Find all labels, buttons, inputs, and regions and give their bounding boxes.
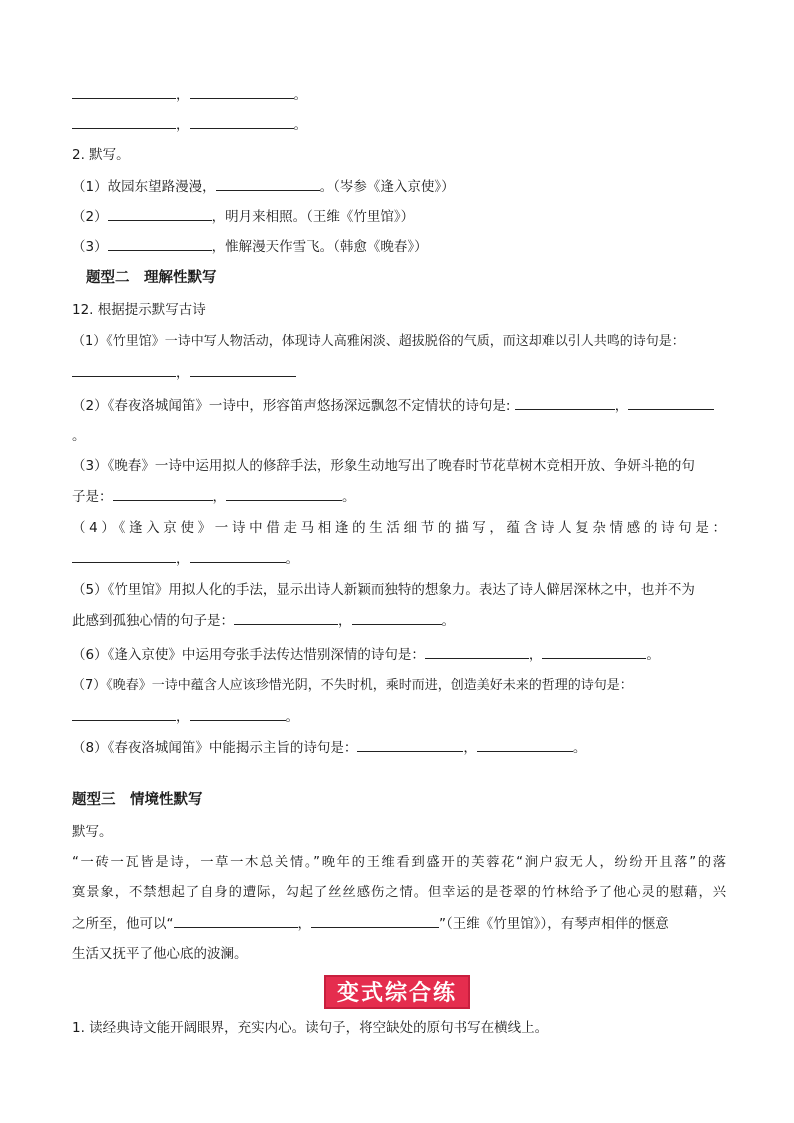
q12-item-4-prompt: （4）《逢入京使》一诗中借走马相逢的生活细节的描写，蕴含诗人复杂情感的诗句是： [72,520,726,536]
q12-item-5-answer: 此感到孤独心情的句子是： ， 。 [72,610,726,631]
blank[interactable] [190,84,294,99]
blank[interactable] [190,114,294,129]
blank[interactable] [108,206,212,221]
q12-item-6: （6）《逢入京使》中运用夸张手法传达惜别深情的诗句是： ， 。 [72,644,726,665]
last-question-1: 1. 读经典诗文能开阔眼界，充实内心。读句子，将空缺处的原句书写在横线上。 [72,1020,549,1036]
blank[interactable] [72,84,176,99]
q12-item-4-answer: ， 。 [72,548,726,569]
blank[interactable] [628,395,714,410]
q12-item-7-prompt: （7）《晚春》一诗中蕴含人应该珍惜光阴，不失时机，乘时而进，创造美好未来的哲理的诗句是： [72,678,633,693]
blank[interactable] [113,486,213,501]
blank[interactable] [515,395,615,410]
q12-item-2-end: 。 [72,428,86,444]
q12-item-7-answer: ， 。 [72,706,726,727]
blank[interactable] [226,486,342,501]
q12-item-3-answer: 子是： ， 。 [72,486,726,507]
blank[interactable] [425,644,529,659]
blank[interactable] [108,236,212,251]
type-3-intro: 默写。 [72,824,113,840]
blank[interactable] [72,706,176,721]
blank[interactable] [216,176,320,191]
type-3-paragraph-line-1: “一砖一瓦皆是诗，一草一木总关情。”晚年的王维看到盛开的芙蓉花“涧户寂无人，纷纷开且落”的落 [72,855,726,870]
blank[interactable] [477,737,573,752]
section-badge: 变式综合练 [324,975,470,1009]
question-12-title: 12. 根据提示默写古诗 [72,302,206,318]
q12-item-3-prompt: （3）《晚春》一诗中运用拟人的修辞手法，形象生动地写出了晚春时节花草树木竞相开放、争妍斗艳的句 [72,458,695,474]
blank[interactable] [190,706,286,721]
q12-item-5-prompt: （5）《竹里馆》用拟人化的手法，显示出诗人新颖而独特的想象力。表达了诗人僻居深林之中，也并不为 [72,582,695,598]
question-2-title: 2. 默写。 [72,147,130,163]
blank[interactable] [190,548,286,563]
q12-item-1-prompt: （1）《竹里馆》一诗中写人物活动，体现诗人高雅闲淡、超拔脱俗的气质，而这却难以引人共鸣的诗句是： [72,334,685,349]
type-3-paragraph-line-4: 生活又抚平了他心底的波澜。 [72,946,248,962]
question-2-item-2: （2） ，明月来相照。（王维《竹里馆》） [72,206,726,227]
blank[interactable] [190,362,296,377]
q12-item-2-prompt: （2）《春夜洛城闻笛》一诗中，形容笛声悠扬深远飘忽不定情状的诗句是: ， [72,395,726,416]
answer-line-1: ， 。 [72,84,726,105]
answer-line-2: ， 。 [72,114,726,135]
blank[interactable] [311,913,439,928]
blank[interactable] [357,737,463,752]
section-heading-type-2: 题型二 理解性默写 [86,270,217,286]
type-3-paragraph-line-3: 之所至，他可以“ ， ”（王维《竹里馆》），有琴声相伴的惬意 [72,913,726,934]
blank[interactable] [174,913,298,928]
question-2-item-1: （1）故园东望路漫漫， 。（岑参《逢入京使》） [72,176,726,197]
q12-item-1-answer: ， [72,362,726,383]
type-3-paragraph-line-2: 寞景象，不禁想起了自身的遭际，勾起了丝丝感伤之情。但幸运的是苍翠的竹林给予了他心灵的慰藉，兴 [72,885,726,900]
blank[interactable] [542,644,646,659]
blank[interactable] [352,610,442,625]
blank[interactable] [234,610,338,625]
blank[interactable] [72,114,176,129]
section-heading-type-3: 题型三 情境性默写 [72,792,203,808]
q12-item-8: （8）《春夜洛城闻笛》中能揭示主旨的诗句是： ， 。 [72,737,726,758]
blank[interactable] [72,362,176,377]
question-2-item-3: （3） ，惟解漫天作雪飞。（韩愈《晚春》） [72,236,726,257]
blank[interactable] [72,548,176,563]
